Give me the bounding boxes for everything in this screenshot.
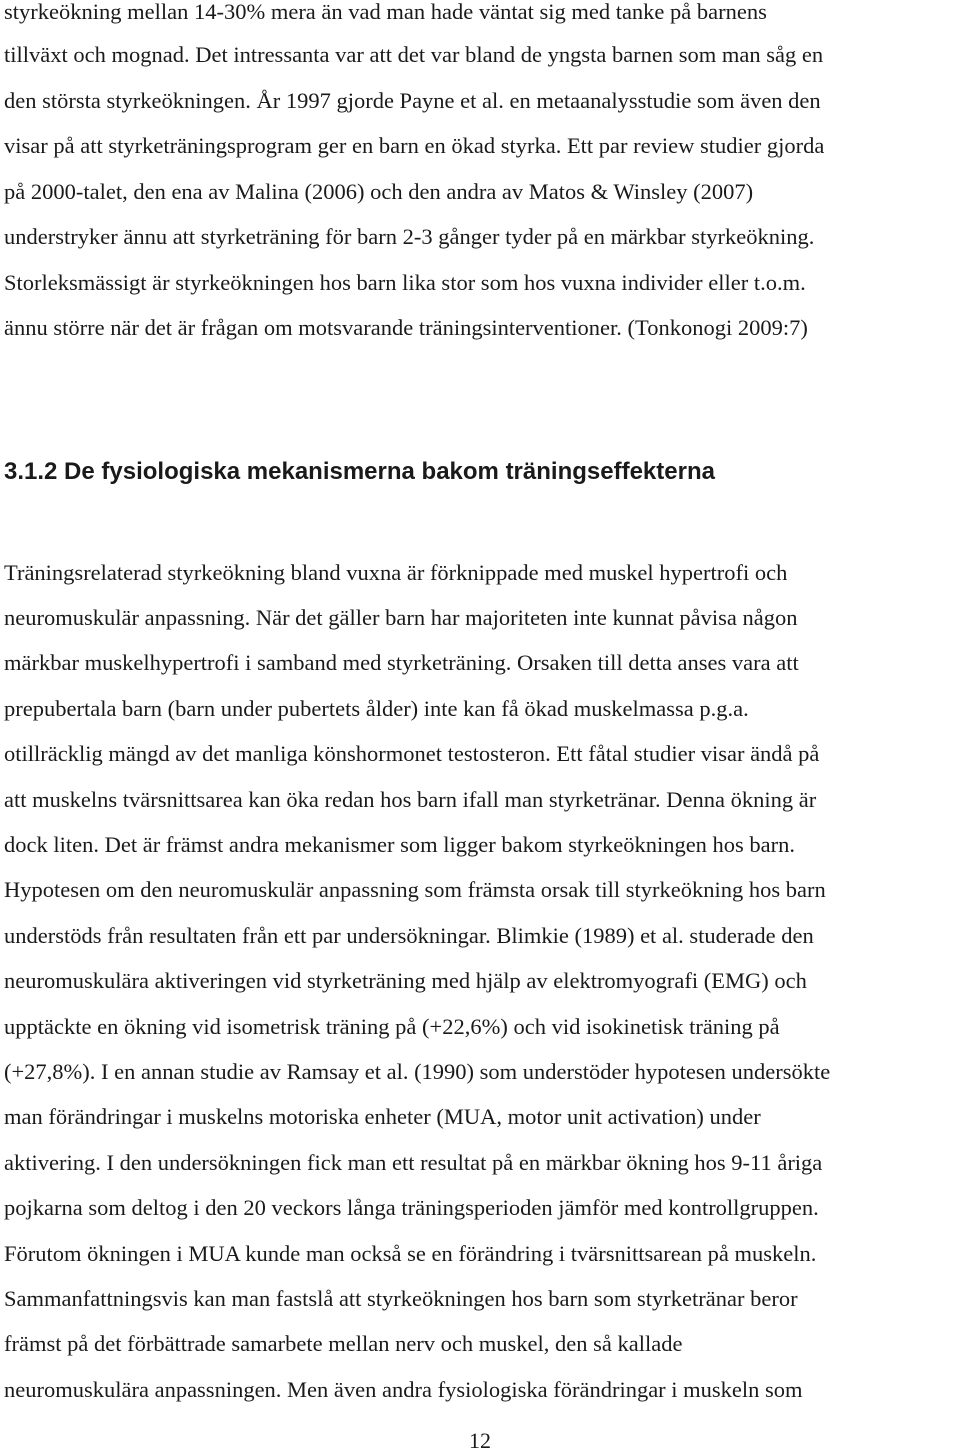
text-line: den största styrkeökningen. År 1997 gjorde Payne et al. en metaanalysstudie som även den — [4, 88, 821, 113]
text-line: neuromuskulära aktiveringen vid styrketräning med hjälp av elektromyografi (EMG) och — [4, 968, 807, 993]
section-heading: 3.1.2 De fysiologiska mekanismerna bakom träningseffekterna — [4, 458, 715, 485]
text-line: neuromuskulär anpassning. När det gäller barn har majoriteten inte kunnat påvisa någon — [4, 605, 798, 630]
text-line: ännu större när det är frågan om motsvarande träningsinterventioner. (Tonkonogi 2009:7) — [4, 315, 808, 340]
text-line: aktivering. I den undersökningen fick man ett resultat på en märkbar ökning hos 9-11 åriga — [4, 1150, 823, 1175]
text-line: Förutom ökningen i MUA kunde man också se en förändring i tvärsnittsarean på muskeln. — [4, 1241, 817, 1266]
text-line: man förändringar i muskelns motoriska enheter (MUA, motor unit activation) under — [4, 1104, 761, 1129]
text-line: pojkarna som deltog i den 20 veckors långa träningsperioden jämför med kontrollgruppen. — [4, 1195, 819, 1220]
text-line: styrkeökning mellan 14-30% mera än vad man hade väntat sig med tanke på barnens — [4, 0, 767, 24]
text-line: Hypotesen om den neuromuskulär anpassning som främsta orsak till styrkeökning hos barn — [4, 877, 826, 902]
text-line: otillräcklig mängd av det manliga könshormonet testosteron. Ett fåtal studier visar ändå på — [4, 741, 820, 766]
text-line: Sammanfattningsvis kan man fastslå att styrkeökningen hos barn som styrketränar beror — [4, 1286, 798, 1311]
text-line: på 2000-talet, den ena av Malina (2006) och den andra av Matos & Winsley (2007) — [4, 179, 754, 204]
text-line: märkbar muskelhypertrofi i samband med styrketräning. Orsaken till detta anses vara att — [4, 650, 799, 675]
text-line: neuromuskulära anpassningen. Men även andra fysiologiska förändringar i muskeln som — [4, 1377, 803, 1402]
text-line: (+27,8%). I en annan studie av Ramsay et al. (1990) som understöder hypotesen undersökte — [4, 1059, 831, 1084]
text-line: visar på att styrketräningsprogram ger en barn en ökad styrka. Ett par review studier gjorda — [4, 133, 825, 158]
text-line: Storleksmässigt är styrkeökningen hos barn lika stor som hos vuxna individer eller t.o.m. — [4, 270, 806, 295]
text-line: upptäckte en ökning vid isometrisk träning på (+22,6%) och vid isokinetisk träning på — [4, 1014, 780, 1039]
page-number: 12 — [469, 1428, 491, 1453]
text-line: understryker ännu att styrketräning för barn 2-3 gånger tyder på en märkbar styrkeökning. — [4, 224, 815, 249]
text-line: att muskelns tvärsnittsarea kan öka redan hos barn ifall man styrketränar. Denna ökning är — [4, 787, 817, 812]
text-line: främst på det förbättrade samarbete mellan nerv och muskel, den så kallade — [4, 1331, 683, 1356]
text-line: Träningsrelaterad styrkeökning bland vuxna är förknippade med muskel hypertrofi och — [4, 560, 788, 585]
text-line: dock liten. Det är främst andra mekanismer som ligger bakom styrkeökningen hos barn. — [4, 832, 796, 857]
text-line: understöds från resultaten från ett par undersökningar. Blimkie (1989) et al. studerade den — [4, 923, 814, 948]
text-line: prepubertala barn (barn under pubertets ålder) inte kan få ökad muskelmassa p.g.a. — [4, 696, 749, 721]
text-line: tillväxt och mognad. Det intressanta var att det var bland de yngsta barnen som man såg en — [4, 42, 824, 67]
